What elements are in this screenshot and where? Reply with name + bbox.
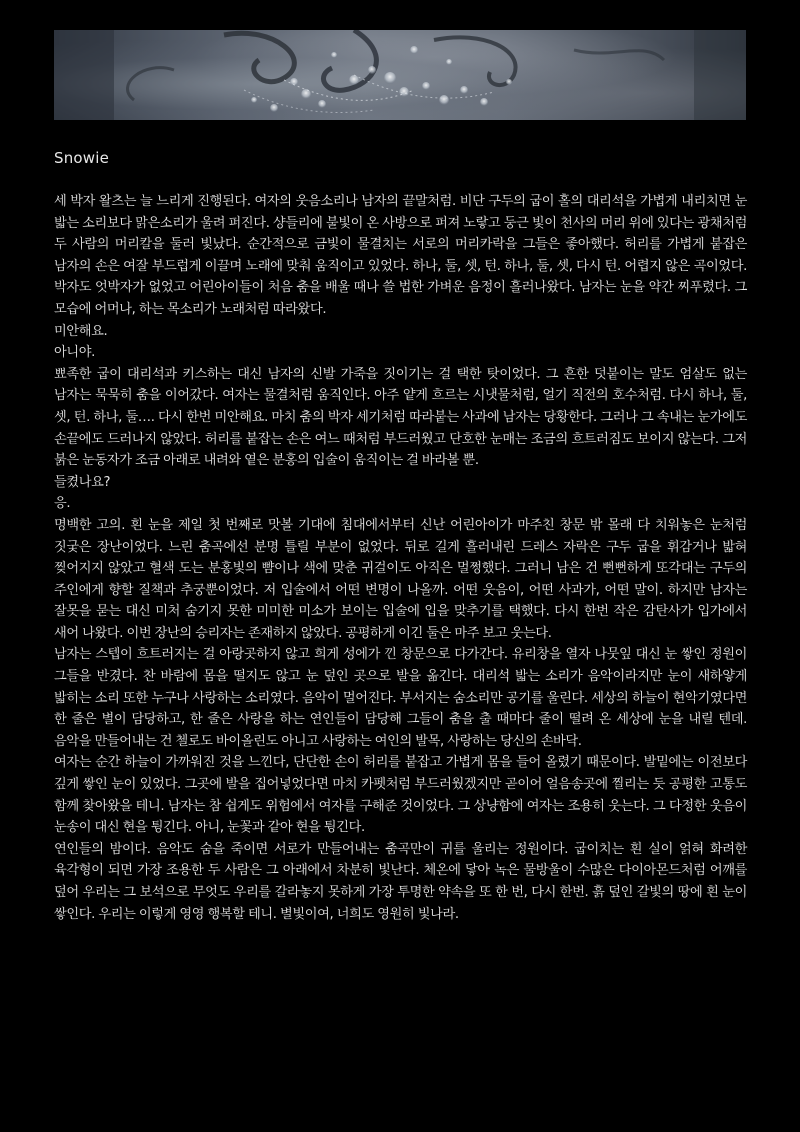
- story-dialogue-line: 미안해요.: [54, 323, 108, 339]
- story-paragraph: 세 박자 왈츠는 늘 느리게 진행된다. 여자의 웃음소리나 남자의 끝말처럼. 비단 구두의 굽이 홀의 대리석을 가볍게 내리치면 눈 밟는 소리보다 맑은소리가 울려 퍼진다. 샹들리에 불빛이 온 사방으로 퍼져 노랗고 둥근 빛이 천사의 머리 위에 있다는 광채처럼 두 사람의 머리칼을 둘러 빛났다. 순간적으로 금빛이 물결치는 서로의 머리카락을 그들은 좋아했다. 허리를 가볍게 붙잡은 남자의 손은 여잘 부드럽게 이끌며 노래에 맞춰 움직이고 있었다. 하나, 둘, 셋, 턴. 하나, 둘, 셋, 다시 턴. 어렵지 않은 곡이었다. 박자도 엇박자가 없었고 어린아이들이 처음 춤을 배울 때나 쓸 법한 가벼운 음정이 흘러나왔다. 남자는 눈을 약간 찌푸렸다. 그 모습에 어머나, 하는 목소리가 노래처럼 따라왔다.: [54, 194, 747, 317]
- chandelier-banner-image: [54, 30, 746, 120]
- story-paragraph: 뾰족한 굽이 대리석과 키스하는 대신 남자의 신발 가죽을 짓이기는 걸 택한 탓이었다. 그 흔한 덧붙이는 말도 엄살도 없는 남자는 묵묵히 춤을 이어갔다. 여자는 물결처럼 움직인다. 아주 얕게 흐르는 시냇물처럼, 얼기 직전의 호수처럼. 다시 하나, 둘, 셋, 턴. 하나, 둘…. 다시 한번 미안해요. 마치 춤의 박자 세기처럼 따라붙는 사과에 남자는 당황한다. 그러나 그 속내는 눈가에도 손끝에도 드러나지 않았다. 허리를 붙잡는 손은 여느 때처럼 부드러웠고 단호한 눈매는 조금의 흐트러짐도 보이지 않는다. 그저 붉은 눈동자가 조금 아래로 내려와 옅은 분홍의 입술이 움직이는 걸 바라볼 뿐.: [54, 366, 747, 469]
- story-paragraph: 연인들의 밤이다. 음악도 숨을 죽이면 서로가 만들어내는 춤곡만이 귀를 울리는 정원이다. 굽이치는 흰 실이 얽혀 화려한 육각형이 되면 가장 조용한 두 사람은 그 아래에서 차분히 빛난다. 체온에 닿아 녹은 물방울이 수많은 다이아몬드처럼 어깨를 덮어 우리는 그 보석으로 무엇도 우리를 갈라놓지 못하게 가장 투명한 약속을 또 한 번, 다시 한번. 흙 덮인 갈빛의 땅에 흰 눈이 쌓인다. 우리는 이렇게 영영 행복할 테니. 별빛이여, 너희도 영원히 빛나라.: [54, 841, 747, 922]
- story-paragraph: 남자는 스텝이 흐트러지는 걸 아랑곳하지 않고 희게 성에가 낀 창문으로 다가간다. 유리창을 열자 나뭇잎 대신 눈 쌓인 정원이 그들을 반겼다. 찬 바람에 몸을 떨지도 않고 눈 덮인 곳으로 발을 옮긴다. 대리석 밟는 소리가 음악이라지만 눈이 새하얗게 밟히는 소리 또한 누구나 사랑하는 소리였다. 음악이 멀어진다. 부서지는 숨소리만 공기를 울린다. 세상의 하늘이 현악기였다면 한 줄은 별이 담당하고, 한 줄은 사랑을 하는 연인들이 담당해 그들이 춤을 출 때마다 줄이 떨려 온 세상에 눈을 내릴 텐데. 음악을 만들어내는 건 첼로도 바이올린도 아니고 사랑하는 여인의 발목, 사랑하는 당신의 손바닥.: [54, 647, 747, 749]
- story-paragraph: 명백한 고의. 흰 눈을 제일 첫 번째로 맛볼 기대에 침대에서부터 신난 어린아이가 마주친 창문 밖 몰래 다 치워놓은 눈처럼 짓궂은 장난이었다. 느린 춤곡에선 분명 틀릴 부분이 없었다. 뒤로 길게 흘러내린 드레스 자락은 구두 굽을 휘감거나 밟혀 찢어지지 않았고 혈색 도는 분홍빛의 뺨이나 색에 맞춘 귀걸이도 아직은 멀쩡했다. 그러니 남은 건 뻔뻔하게 또각대는 구두의 주인에게 향할 질책과 추궁뿐이었다. 저 입술에서 어떤 변명이 나올까. 어떤 웃음이, 어떤 사과가, 어떤 말이. 하지만 남자는 잘못을 묻는 대신 미처 숨기지 못한 미미한 미소가 보이는 입술에 입을 맞추기를 택했다. 다시 한번 작은 감탄사가 입가에서 새어 나왔다. 이번 장난의 승리자는 존재하지 않았다. 공평하게 이긴 둘은 마주 보고 웃는다.: [54, 517, 747, 641]
- author-name: Snowie: [54, 149, 110, 167]
- story-body: [54, 191, 747, 925]
- chandelier-illustration: [54, 30, 746, 120]
- story-paragraph: 여자는 순간 하늘이 가까워진 것을 느낀다, 단단한 손이 허리를 붙잡고 가볍게 몸을 들어 올렸기 때문이다. 발밑에는 이전보다 깊게 쌓인 눈이 있었다. 그곳에 발을 집어넣었다면 마치 카펫처럼 부드러웠겠지만 곧이어 얼음송곳에 찔리는 듯 공평한 고통도 함께 찾아왔을 테니. 남자는 참 쉽게도 위험에서 여자를 구해준 것이었다. 그 상냥함에 여자는 조용히 웃는다. 그 다정한 웃음이 눈송이 대신 현을 튕긴다. 아니, 눈꽃과 같아 현을 튕긴다.: [54, 755, 747, 836]
- story-dialogue-line: 들켰나요?: [54, 474, 111, 490]
- story-dialogue-line: 아니야.: [54, 345, 96, 361]
- story-dialogue-line: 응.: [54, 496, 71, 512]
